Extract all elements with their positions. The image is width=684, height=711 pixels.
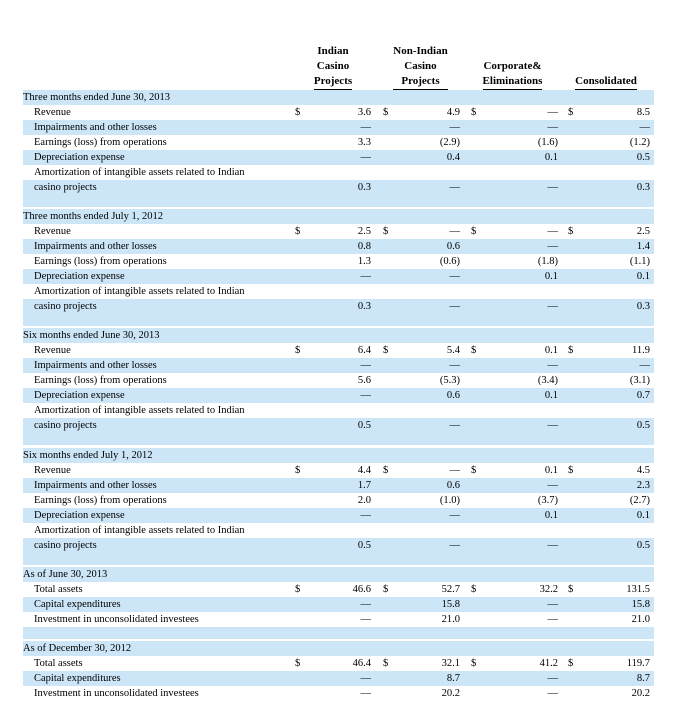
cell-value: 1.3: [357, 256, 371, 267]
table-row: [23, 582, 654, 597]
currency-symbol: $: [471, 226, 477, 237]
cell-value: —: [547, 182, 558, 193]
table-row: [23, 165, 654, 180]
currency-symbol: $: [295, 107, 301, 118]
currency-symbol: $: [383, 465, 389, 476]
cell-value: —: [449, 360, 460, 371]
column-header-line: Projects: [401, 75, 440, 87]
cell-value: —: [547, 226, 558, 237]
cell-value: —: [547, 301, 558, 312]
cell-value: 0.3: [636, 301, 650, 312]
cell-value: 15.8: [441, 599, 460, 610]
section-title-row: [23, 448, 654, 463]
cell-value: —: [547, 673, 558, 684]
row-label: casino projects: [34, 540, 97, 551]
table-row: [23, 388, 654, 403]
table-row: [23, 671, 654, 686]
column-header-line: Indian: [317, 45, 349, 57]
section-title: Three months ended June 30, 2013: [23, 92, 170, 103]
cell-value: —: [449, 540, 460, 551]
currency-symbol: $: [295, 584, 301, 595]
row-label: Revenue: [34, 345, 71, 356]
cell-value: 5.4: [446, 345, 460, 356]
cell-value: 0.3: [636, 182, 650, 193]
cell-value: 0.5: [636, 152, 650, 163]
cell-value: —: [449, 301, 460, 312]
cell-value: —: [547, 480, 558, 491]
cell-value: 21.0: [631, 614, 650, 625]
currency-symbol: $: [568, 584, 574, 595]
currency-symbol: $: [568, 226, 574, 237]
table-row: [23, 284, 654, 299]
cell-value: (1.8): [537, 256, 558, 267]
table-row: [23, 254, 654, 269]
cell-value: 1.7: [357, 480, 371, 491]
section-title-row: [23, 567, 654, 582]
table-row: [23, 224, 654, 239]
cell-value: 0.6: [446, 241, 460, 252]
currency-symbol: $: [471, 345, 477, 356]
row-label: casino projects: [34, 182, 97, 193]
cell-value: —: [360, 510, 371, 521]
cell-value: —: [639, 122, 650, 133]
cell-value: 2.3: [636, 480, 650, 491]
spacer-row: [23, 195, 654, 207]
cell-value: 0.7: [636, 390, 650, 401]
table-row: [23, 180, 654, 195]
cell-value: —: [547, 599, 558, 610]
cell-value: 6.4: [357, 345, 371, 356]
column-header: [378, 44, 463, 90]
section-title: Three months ended July 1, 2012: [23, 211, 163, 222]
cell-value: 3.3: [357, 137, 371, 148]
column-header: [558, 44, 654, 90]
cell-value: —: [360, 360, 371, 371]
cell-value: 11.9: [632, 345, 650, 356]
column-header-line: Eliminations: [482, 75, 543, 87]
currency-symbol: $: [471, 584, 477, 595]
table-row: [23, 343, 654, 358]
row-label: Amortization of intangible assets related to Indian: [34, 286, 245, 297]
row-label: casino projects: [34, 420, 97, 431]
cell-value: —: [360, 122, 371, 133]
section-title: Six months ended June 30, 2013: [23, 330, 160, 341]
currency-symbol: $: [568, 107, 574, 118]
column-header: [293, 44, 373, 90]
section-title: Six months ended July 1, 2012: [23, 450, 153, 461]
row-label: Impairments and other losses: [34, 241, 157, 252]
table-row: [23, 478, 654, 493]
row-label: Earnings (loss) from operations: [34, 495, 167, 506]
cell-value: —: [449, 226, 460, 237]
cell-value: 2.0: [357, 495, 371, 506]
cell-value: —: [360, 614, 371, 625]
currency-symbol: $: [471, 658, 477, 669]
row-label: Amortization of intangible assets related to Indian: [34, 167, 245, 178]
table-row: [23, 418, 654, 433]
cell-value: (3.7): [537, 495, 558, 506]
cell-value: —: [449, 465, 460, 476]
spacer-row: [23, 627, 654, 639]
cell-value: 0.5: [357, 420, 371, 431]
currency-symbol: $: [568, 465, 574, 476]
table-row: [23, 269, 654, 284]
cell-value: (2.7): [629, 495, 650, 506]
cell-value: (5.3): [439, 375, 460, 386]
cell-value: (1.6): [537, 137, 558, 148]
table-row: [23, 656, 654, 671]
spacer-row: [23, 553, 654, 565]
cell-value: 0.1: [544, 465, 558, 476]
row-label: Investment in unconsolidated investees: [34, 614, 199, 625]
cell-value: 3.6: [357, 107, 371, 118]
currency-symbol: $: [471, 107, 477, 118]
cell-value: (3.4): [537, 375, 558, 386]
cell-value: 0.1: [544, 271, 558, 282]
cell-value: —: [547, 420, 558, 431]
cell-value: —: [547, 540, 558, 551]
cell-value: 0.4: [446, 152, 460, 163]
row-label: Revenue: [34, 107, 71, 118]
table-row: [23, 358, 654, 373]
cell-value: —: [360, 673, 371, 684]
cell-value: —: [360, 390, 371, 401]
cell-value: —: [449, 510, 460, 521]
currency-symbol: $: [295, 345, 301, 356]
row-label: Earnings (loss) from operations: [34, 375, 167, 386]
currency-symbol: $: [471, 465, 477, 476]
cell-value: —: [639, 360, 650, 371]
table-row: [23, 508, 654, 523]
row-label: Revenue: [34, 465, 71, 476]
row-label: Depreciation expense: [34, 271, 125, 282]
column-header-line: Casino: [404, 60, 437, 72]
currency-symbol: $: [383, 226, 389, 237]
table-row: [23, 120, 654, 135]
column-header-line: Corporate&: [483, 60, 542, 72]
table-row: [23, 105, 654, 120]
row-label: Depreciation expense: [34, 390, 125, 401]
column-header-line: Projects: [313, 75, 353, 87]
cell-value: 41.2: [539, 658, 558, 669]
currency-symbol: $: [295, 658, 301, 669]
column-header-text: [483, 59, 543, 90]
cell-value: 15.8: [631, 599, 650, 610]
cell-value: 0.3: [357, 182, 371, 193]
section-title-row: [23, 90, 654, 105]
column-header-line: Consolidated: [575, 75, 637, 87]
cell-value: —: [449, 182, 460, 193]
cell-value: 20.2: [631, 688, 650, 699]
section-title-row: [23, 209, 654, 224]
cell-value: 0.1: [544, 345, 558, 356]
cell-value: (0.6): [439, 256, 460, 267]
currency-symbol: $: [383, 658, 389, 669]
row-label: Depreciation expense: [34, 152, 125, 163]
cell-value: —: [360, 688, 371, 699]
cell-value: 0.6: [446, 390, 460, 401]
row-label: Earnings (loss) from operations: [34, 137, 167, 148]
table-row: [23, 523, 654, 538]
table-row: [23, 463, 654, 478]
cell-value: 0.1: [544, 510, 558, 521]
column-header: [470, 44, 555, 90]
currency-symbol: $: [568, 345, 574, 356]
spacer-row: [23, 314, 654, 326]
row-label: Capital expenditures: [34, 599, 121, 610]
table-row: [23, 135, 654, 150]
cell-value: 0.1: [636, 510, 650, 521]
column-header-line: Casino: [316, 60, 350, 72]
cell-value: 0.5: [636, 540, 650, 551]
cell-value: 4.4: [357, 465, 371, 476]
column-header-text: [314, 44, 352, 90]
cell-value: (2.9): [439, 137, 460, 148]
table-row: [23, 403, 654, 418]
currency-symbol: $: [383, 107, 389, 118]
row-label: Impairments and other losses: [34, 480, 157, 491]
cell-value: —: [547, 360, 558, 371]
table-row: [23, 686, 654, 701]
row-label: Investment in unconsolidated investees: [34, 688, 199, 699]
table-row: [23, 299, 654, 314]
cell-value: 4.5: [636, 465, 650, 476]
section-title-row: [23, 641, 654, 656]
row-label: Impairments and other losses: [34, 360, 157, 371]
cell-value: 2.5: [357, 226, 371, 237]
cell-value: 32.1: [441, 658, 460, 669]
table-row: [23, 150, 654, 165]
row-label: Total assets: [34, 584, 83, 595]
column-header-text: [393, 44, 447, 90]
row-label: Revenue: [34, 226, 71, 237]
currency-symbol: $: [383, 345, 389, 356]
cell-value: 32.2: [539, 584, 558, 595]
cell-value: 2.5: [636, 226, 650, 237]
section-title: As of June 30, 2013: [23, 569, 108, 580]
cell-value: —: [449, 420, 460, 431]
cell-value: —: [449, 122, 460, 133]
currency-symbol: $: [383, 584, 389, 595]
section-title: As of December 30, 2012: [23, 643, 132, 654]
table-row: [23, 612, 654, 627]
cell-value: —: [360, 271, 371, 282]
cell-value: 0.1: [544, 390, 558, 401]
cell-value: 0.1: [636, 271, 650, 282]
section-title-row: [23, 328, 654, 343]
cell-value: 1.4: [636, 241, 650, 252]
row-label: Total assets: [34, 658, 83, 669]
row-label: Impairments and other losses: [34, 122, 157, 133]
cell-value: 0.3: [357, 301, 371, 312]
cell-value: (1.1): [629, 256, 650, 267]
cell-value: 46.6: [352, 584, 371, 595]
cell-value: —: [547, 688, 558, 699]
cell-value: 119.7: [626, 658, 650, 669]
cell-value: —: [449, 271, 460, 282]
currency-symbol: $: [295, 465, 301, 476]
row-label: Amortization of intangible assets related to Indian: [34, 525, 245, 536]
cell-value: (3.1): [629, 375, 650, 386]
cell-value: 0.6: [446, 480, 460, 491]
table-row: [23, 239, 654, 254]
table-row: [23, 493, 654, 508]
cell-value: 131.5: [626, 584, 650, 595]
cell-value: 8.7: [446, 673, 460, 684]
cell-value: 0.5: [636, 420, 650, 431]
cell-value: 21.0: [441, 614, 460, 625]
cell-value: —: [547, 122, 558, 133]
cell-value: —: [547, 241, 558, 252]
row-label: Capital expenditures: [34, 673, 121, 684]
currency-symbol: $: [295, 226, 301, 237]
row-label: Earnings (loss) from operations: [34, 256, 167, 267]
cell-value: —: [547, 614, 558, 625]
cell-value: —: [360, 599, 371, 610]
cell-value: —: [360, 152, 371, 163]
cell-value: 52.7: [441, 584, 460, 595]
cell-value: 0.8: [357, 241, 371, 252]
spacer-row: [23, 433, 654, 445]
cell-value: (1.0): [439, 495, 460, 506]
row-label: Depreciation expense: [34, 510, 125, 521]
cell-value: 4.9: [446, 107, 460, 118]
table-row: [23, 373, 654, 388]
cell-value: 20.2: [441, 688, 460, 699]
column-header-text: [575, 74, 637, 90]
column-header-line: Non-Indian: [393, 45, 448, 57]
cell-value: 0.5: [357, 540, 371, 551]
row-label: casino projects: [34, 301, 97, 312]
currency-symbol: $: [568, 658, 574, 669]
cell-value: 5.6: [357, 375, 371, 386]
table-row: [23, 597, 654, 612]
row-label: Amortization of intangible assets related to Indian: [34, 405, 245, 416]
cell-value: (1.2): [629, 137, 650, 148]
cell-value: 46.4: [352, 658, 371, 669]
table-row: [23, 538, 654, 553]
cell-value: 8.5: [636, 107, 650, 118]
cell-value: 8.7: [636, 673, 650, 684]
cell-value: —: [547, 107, 558, 118]
cell-value: 0.1: [544, 152, 558, 163]
